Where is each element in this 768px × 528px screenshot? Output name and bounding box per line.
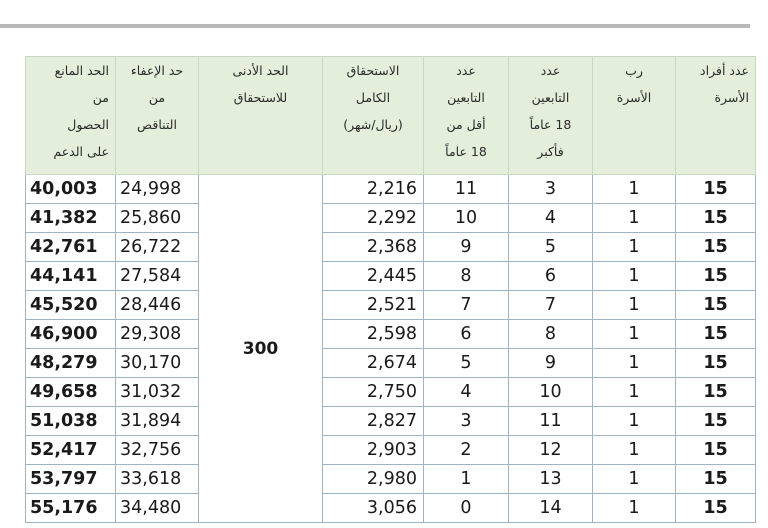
cell-dependents-minor: 1 bbox=[424, 465, 509, 494]
table-row bbox=[26, 436, 756, 465]
cell-exemption-limit: 25,860 bbox=[116, 204, 199, 233]
header-cutoff-limit: الحد المانع من الحصول على الدعم bbox=[26, 57, 116, 175]
cell-family-size: 15 bbox=[676, 175, 756, 204]
cell-exemption-limit: 27,584 bbox=[116, 262, 199, 291]
cell-full-entitlement: 2,521 bbox=[323, 291, 424, 320]
header-full-entitlement: الاستحقاق الكامل (ريال/شهر) bbox=[323, 57, 424, 175]
cell-household-head: 1 bbox=[593, 494, 676, 523]
cell-dependents-minor: 0 bbox=[424, 494, 509, 523]
cell-full-entitlement: 2,216 bbox=[323, 175, 424, 204]
cell-family-size: 15 bbox=[676, 262, 756, 291]
cell-dependents-adult: 6 bbox=[509, 262, 593, 291]
table-container bbox=[25, 56, 749, 528]
cell-full-entitlement: 2,903 bbox=[323, 436, 424, 465]
cell-dependents-adult: 8 bbox=[509, 320, 593, 349]
cell-family-size: 15 bbox=[676, 436, 756, 465]
cell-exemption-limit: 33,618 bbox=[116, 465, 199, 494]
cell-dependents-minor: 7 bbox=[424, 291, 509, 320]
cell-exemption-limit: 29,308 bbox=[116, 320, 199, 349]
cell-household-head: 1 bbox=[593, 175, 676, 204]
cell-full-entitlement: 2,598 bbox=[323, 320, 424, 349]
cell-household-head: 1 bbox=[593, 436, 676, 465]
table-row bbox=[26, 349, 756, 378]
cell-dependents-adult: 12 bbox=[509, 436, 593, 465]
cell-exemption-limit: 31,032 bbox=[116, 378, 199, 407]
table-row bbox=[26, 233, 756, 262]
cell-family-size: 15 bbox=[676, 465, 756, 494]
cell-dependents-adult: 9 bbox=[509, 349, 593, 378]
cell-cutoff-limit: 41,382 bbox=[26, 204, 116, 233]
cell-cutoff-limit: 55,176 bbox=[26, 494, 116, 523]
cell-dependents-adult: 13 bbox=[509, 465, 593, 494]
cell-cutoff-limit: 44,141 bbox=[26, 262, 116, 291]
table-row bbox=[26, 262, 756, 291]
cell-dependents-minor: 6 bbox=[424, 320, 509, 349]
cell-cutoff-limit: 42,761 bbox=[26, 233, 116, 262]
table-body bbox=[26, 175, 756, 523]
cell-dependents-adult: 3 bbox=[509, 175, 593, 204]
cell-full-entitlement: 2,980 bbox=[323, 465, 424, 494]
table-row bbox=[26, 378, 756, 407]
cell-cutoff-limit: 48,279 bbox=[26, 349, 116, 378]
table-row bbox=[26, 291, 756, 320]
cell-household-head: 1 bbox=[593, 320, 676, 349]
cell-dependents-adult: 5 bbox=[509, 233, 593, 262]
cell-exemption-limit: 24,998 bbox=[116, 175, 199, 204]
cell-dependents-adult: 7 bbox=[509, 291, 593, 320]
cell-full-entitlement: 3,056 bbox=[323, 494, 424, 523]
cell-dependents-minor: 9 bbox=[424, 233, 509, 262]
cell-exemption-limit: 31,894 bbox=[116, 407, 199, 436]
cell-family-size: 15 bbox=[676, 320, 756, 349]
cell-exemption-limit: 30,170 bbox=[116, 349, 199, 378]
cell-exemption-limit: 34,480 bbox=[116, 494, 199, 523]
cell-cutoff-limit: 52,417 bbox=[26, 436, 116, 465]
table-row bbox=[26, 175, 756, 204]
cell-dependents-minor: 4 bbox=[424, 378, 509, 407]
cell-cutoff-limit: 51,038 bbox=[26, 407, 116, 436]
cell-family-size: 15 bbox=[676, 494, 756, 523]
cell-full-entitlement: 2,292 bbox=[323, 204, 424, 233]
cell-family-size: 15 bbox=[676, 291, 756, 320]
cell-full-entitlement: 2,368 bbox=[323, 233, 424, 262]
cell-dependents-minor: 2 bbox=[424, 436, 509, 465]
header-family-size: عدد أفراد الأسرة bbox=[676, 57, 756, 175]
cell-family-size: 15 bbox=[676, 378, 756, 407]
cell-household-head: 1 bbox=[593, 204, 676, 233]
table-row bbox=[26, 407, 756, 436]
cell-family-size: 15 bbox=[676, 407, 756, 436]
cell-cutoff-limit: 53,797 bbox=[26, 465, 116, 494]
cell-full-entitlement: 2,674 bbox=[323, 349, 424, 378]
cell-cutoff-limit: 40,003 bbox=[26, 175, 116, 204]
cell-exemption-limit: 26,722 bbox=[116, 233, 199, 262]
table-row bbox=[26, 204, 756, 233]
cell-household-head: 1 bbox=[593, 349, 676, 378]
cell-household-head: 1 bbox=[593, 262, 676, 291]
cell-exemption-limit: 32,756 bbox=[116, 436, 199, 465]
cell-full-entitlement: 2,750 bbox=[323, 378, 424, 407]
cell-cutoff-limit: 46,900 bbox=[26, 320, 116, 349]
table-row bbox=[26, 494, 756, 523]
cell-household-head: 1 bbox=[593, 407, 676, 436]
header-exemption-limit: حد الإعفاء من التناقص bbox=[116, 57, 199, 175]
header-dependents-adult: عدد التابعين 18 عاماً فأكبر bbox=[509, 57, 593, 175]
cell-family-size: 15 bbox=[676, 349, 756, 378]
cell-household-head: 1 bbox=[593, 233, 676, 262]
header-minimum-entitlement: الحد الأدنى للاستحقاق bbox=[199, 57, 323, 175]
cell-dependents-adult: 10 bbox=[509, 378, 593, 407]
cell-dependents-adult: 14 bbox=[509, 494, 593, 523]
cell-dependents-adult: 11 bbox=[509, 407, 593, 436]
cell-family-size: 15 bbox=[676, 233, 756, 262]
cell-cutoff-limit: 49,658 bbox=[26, 378, 116, 407]
cell-full-entitlement: 2,827 bbox=[323, 407, 424, 436]
cell-family-size: 15 bbox=[676, 204, 756, 233]
table-row bbox=[26, 320, 756, 349]
cell-household-head: 1 bbox=[593, 291, 676, 320]
top-divider bbox=[0, 24, 750, 28]
header-dependents-minor: عدد التابعين أقل من 18 عاماً bbox=[424, 57, 509, 175]
cell-exemption-limit: 28,446 bbox=[116, 291, 199, 320]
cell-minimum-entitlement: 300 bbox=[199, 175, 323, 523]
header-row bbox=[26, 57, 756, 175]
cell-dependents-minor: 10 bbox=[424, 204, 509, 233]
table-row bbox=[26, 465, 756, 494]
cell-household-head: 1 bbox=[593, 378, 676, 407]
cell-dependents-minor: 3 bbox=[424, 407, 509, 436]
cell-dependents-minor: 11 bbox=[424, 175, 509, 204]
cell-cutoff-limit: 45,520 bbox=[26, 291, 116, 320]
cell-dependents-minor: 8 bbox=[424, 262, 509, 291]
cell-household-head: 1 bbox=[593, 465, 676, 494]
cell-dependents-minor: 5 bbox=[424, 349, 509, 378]
entitlement-table bbox=[25, 56, 756, 523]
cell-dependents-adult: 4 bbox=[509, 204, 593, 233]
header-household-head: رب الأسرة bbox=[593, 57, 676, 175]
cell-full-entitlement: 2,445 bbox=[323, 262, 424, 291]
